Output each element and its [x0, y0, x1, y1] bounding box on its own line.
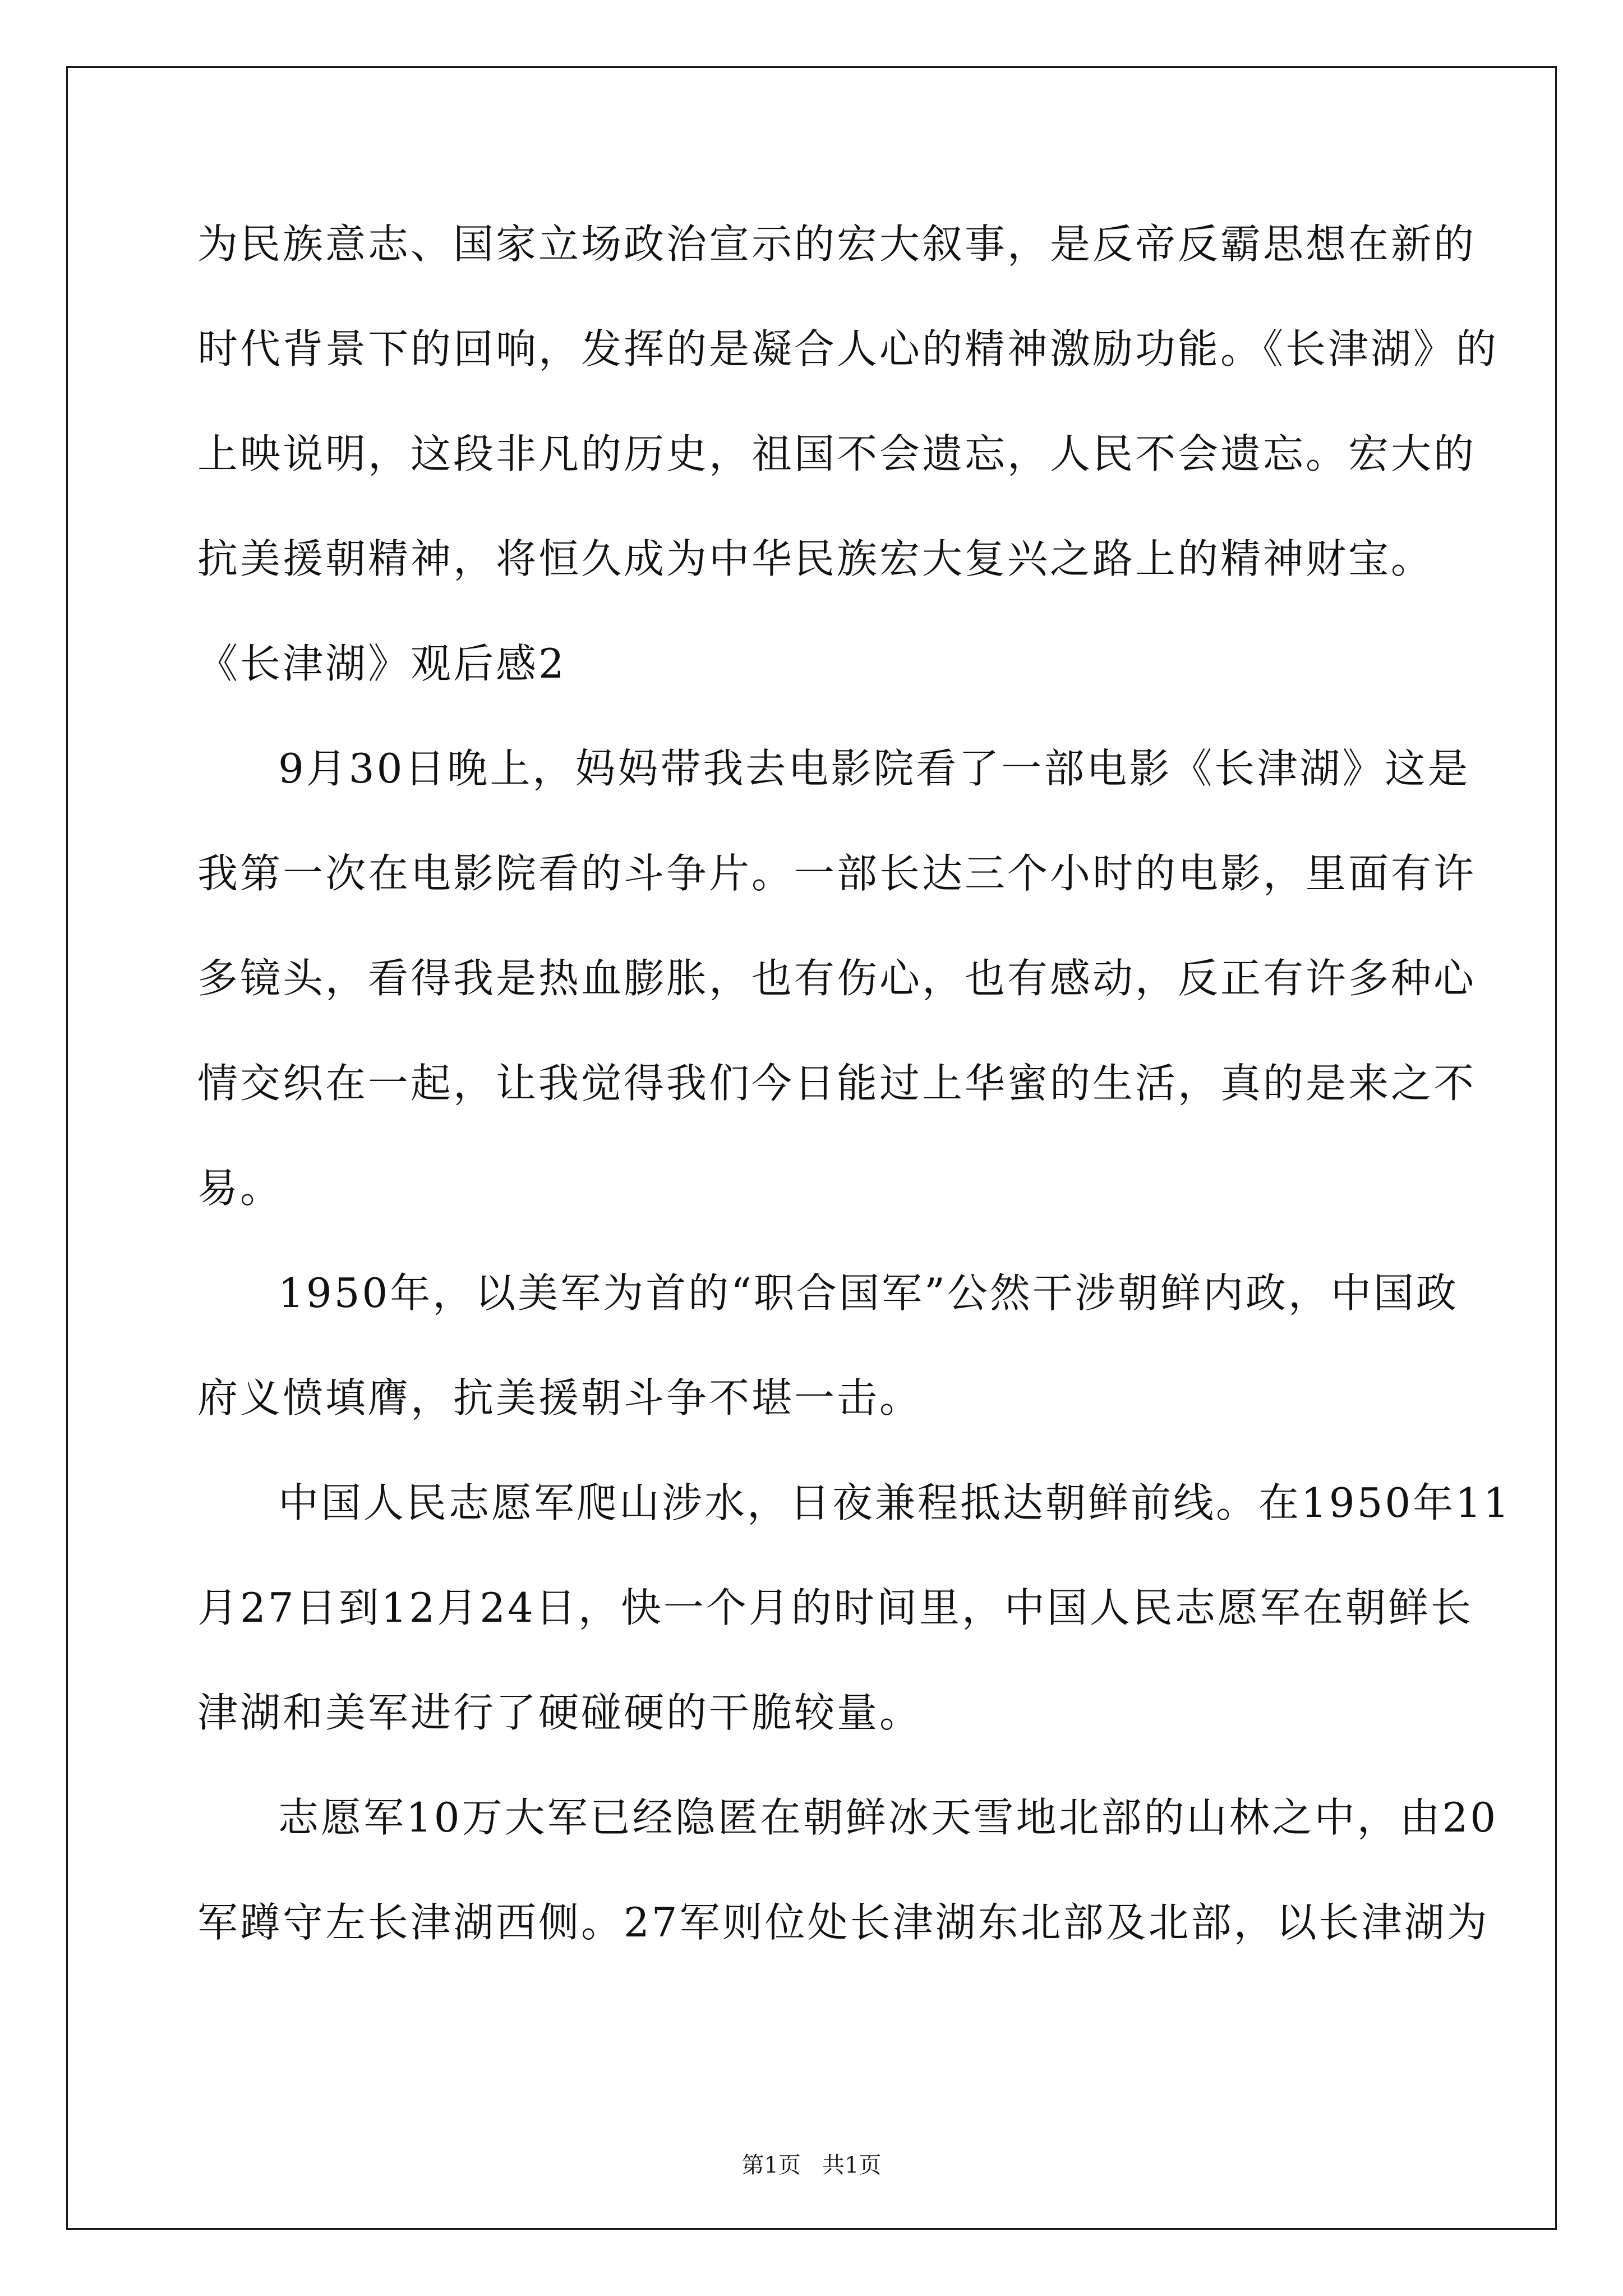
text-line: 易。 [197, 1165, 283, 1212]
text-line: 上映说明，这段非凡的历史，祖国不会遗忘，人民不会遗忘。宏大的 [197, 430, 1477, 477]
text-line: 为民族意志、国家立场政治宣示的宏大叙事，是反帝反霸思想在新的 [197, 220, 1477, 268]
text-line: 1950年，以美军为首的“职合国军”公然干涉朝鲜内政，中国政 [278, 1269, 1459, 1317]
text-line: 多镜头，看得我是热血膨胀，也有伤心，也有感动，反正有许多种心 [197, 955, 1477, 1002]
section-heading: 《长津湖》观后感2 [197, 640, 566, 687]
text-line: 9月30日晚上，妈妈带我去电影院看了一部电影《长津湖》这是 [278, 745, 1470, 792]
text-line: 志愿军10万大军已经隐匿在朝鲜冰天雪地北部的山林之中，由20 [278, 1794, 1498, 1841]
text-line: 中国人民志愿军爬山涉水，日夜兼程抵达朝鲜前线。在1950年11 [278, 1479, 1511, 1526]
text-line: 津湖和美军进行了硬碰硬的干脆较量。 [197, 1689, 923, 1736]
text-line: 时代背景下的回响，发挥的是凝合人心的精神激励功能。《长津湖》的 [197, 325, 1499, 372]
text-line: 我第一次在电影院看的斗争片。一部长达三个小时的电影，里面有许 [197, 850, 1477, 897]
text-line: 月27日到12月24日，快一个月的时间里，中国人民志愿军在朝鲜长 [197, 1584, 1473, 1631]
text-line: 军蹲守左长津湖西侧。27军则位处长津湖东北部及北部，以长津湖为 [197, 1899, 1490, 1946]
page-footer: 第1页 共1页 [741, 2152, 882, 2178]
text-line: 情交织在一起，让我觉得我们今日能过上华蜜的生活，真的是来之不 [197, 1060, 1477, 1107]
text-line: 抗美援朝精神，将恒久成为中华民族宏大复兴之路上的精神财宝。 [197, 535, 1434, 582]
text-line: 府义愤填膺，抗美援朝斗争不堪一击。 [197, 1374, 923, 1421]
